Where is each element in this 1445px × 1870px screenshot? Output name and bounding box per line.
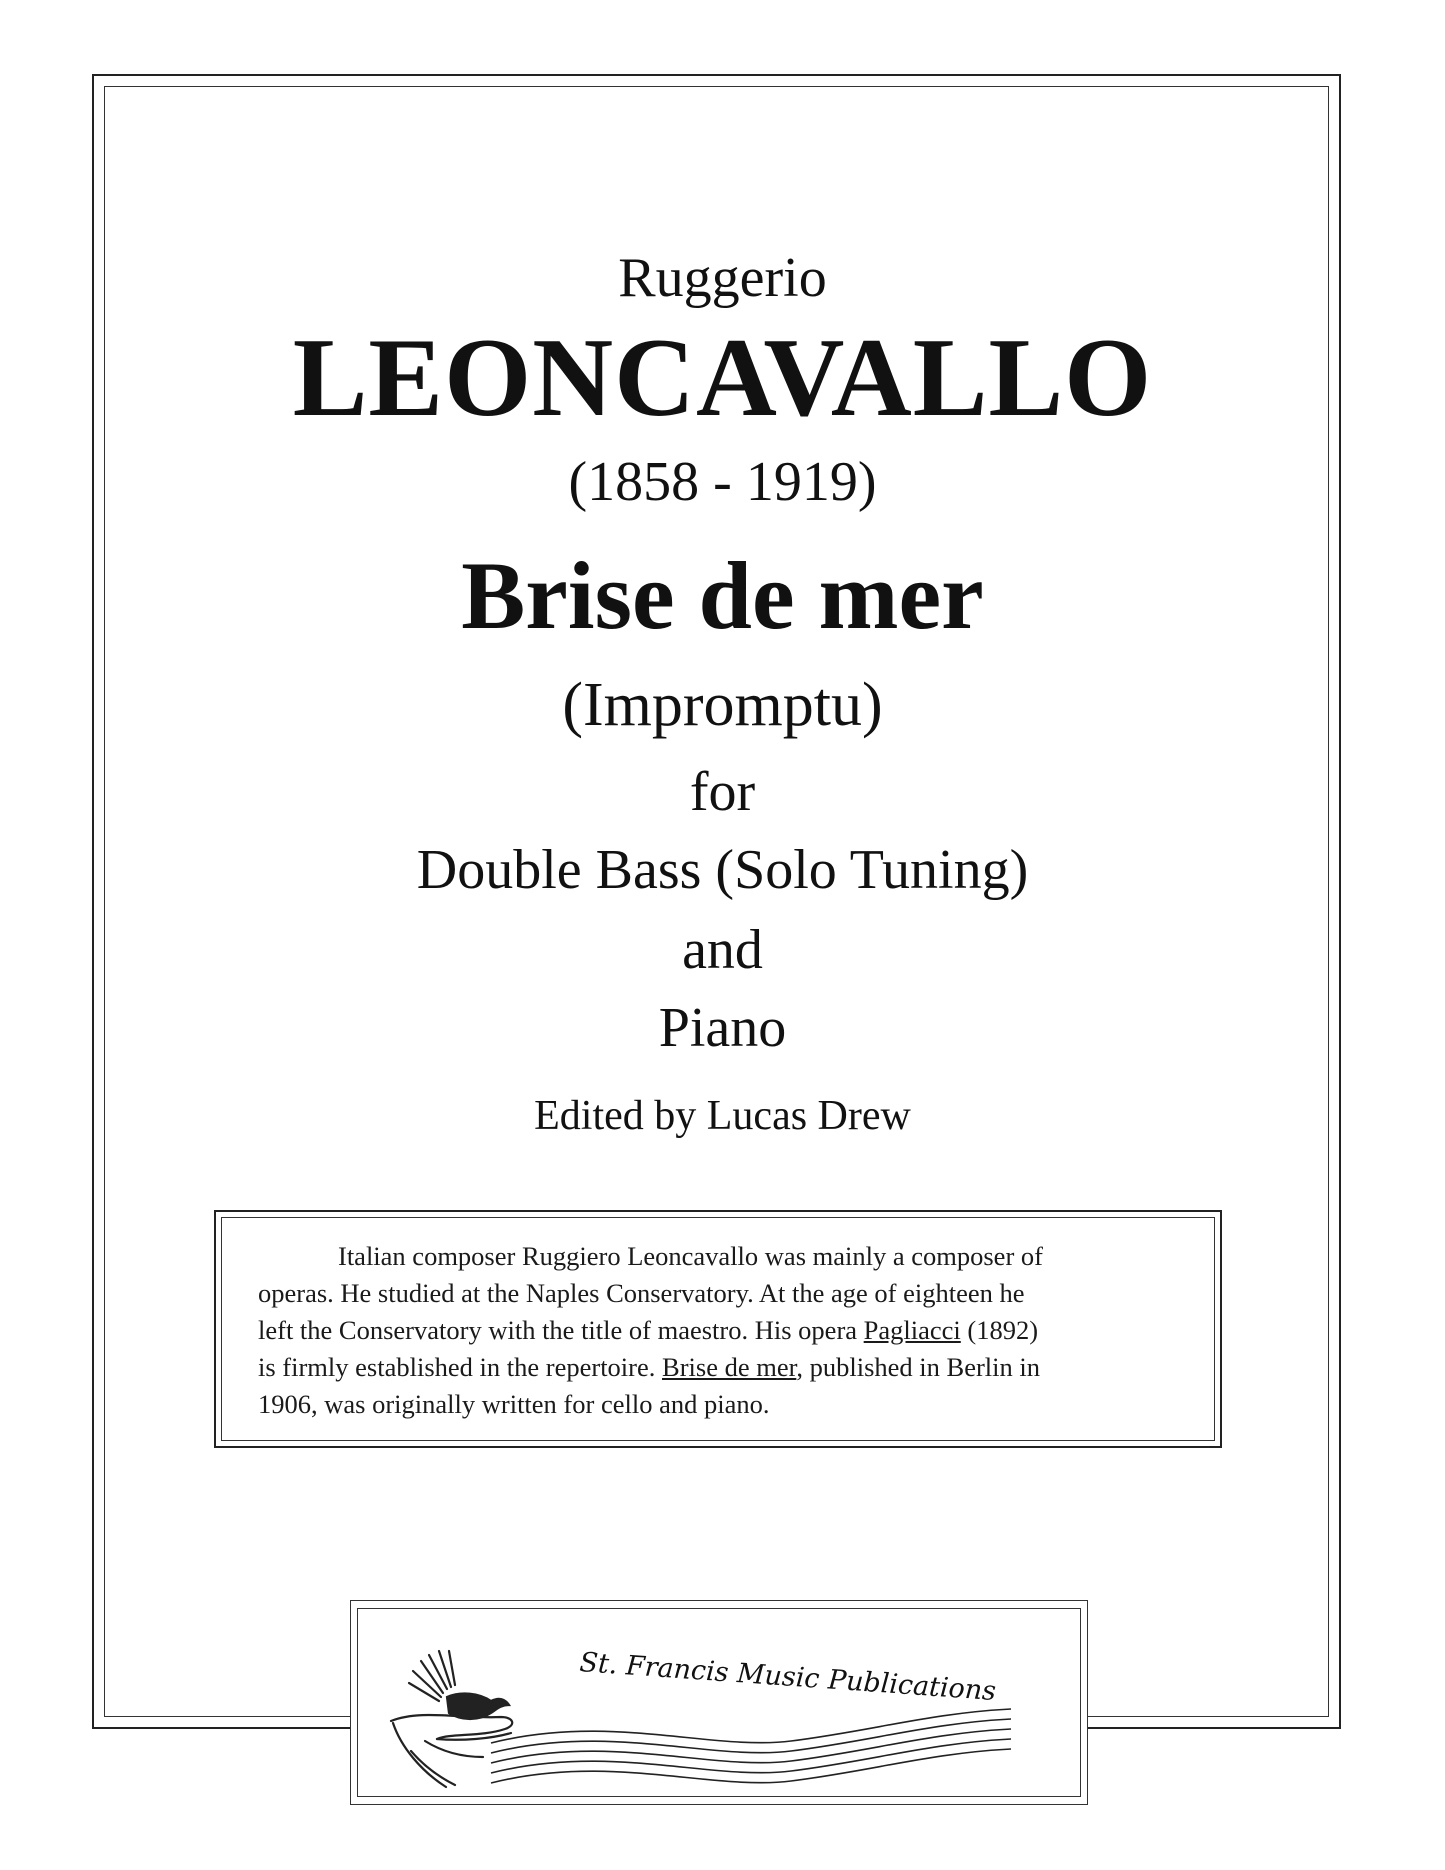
piece-subtitle: (Impromptu) — [562, 671, 883, 739]
work-title-pagliacci: Pagliacci — [863, 1315, 961, 1345]
staff-lines — [491, 1709, 1011, 1783]
bio-line: left the Conservatory with the title of maestro. His opera Pagliacci (1892) — [258, 1315, 1039, 1345]
biography-text — [258, 1238, 1178, 1423]
composer-first-name: Ruggerio — [618, 247, 827, 309]
publisher-logo — [351, 1601, 1089, 1806]
work-title-brise-de-mer: Brise de mer — [662, 1352, 797, 1382]
bio-line: 1906, was originally written for cello and piano. — [258, 1389, 770, 1419]
composer-last-name: LEONCAVALLO — [292, 316, 1153, 440]
instrument-text: Double Bass (Solo Tuning) — [416, 839, 1029, 901]
and-text: and — [682, 919, 763, 981]
publisher-logo-box — [350, 1600, 1088, 1805]
publisher-name: St. Francis Music Publications — [578, 1647, 998, 1708]
composer-dates: (1858 - 1919) — [568, 451, 877, 513]
bio-line: is firmly established in the repertoire. Brise de mer, published in Berlin in — [258, 1352, 1040, 1382]
piece-title: Brise de mer — [461, 542, 984, 649]
bio-line: Italian composer Ruggiero Leoncavallo was mainly a composer of — [338, 1241, 1043, 1271]
for-text: for — [689, 761, 756, 823]
dove-on-hand-icon — [391, 1651, 512, 1787]
accompaniment-text: Piano — [658, 997, 787, 1059]
biography-box — [214, 1210, 1222, 1448]
bio-line: operas. He studied at the Naples Conservatory. At the age of eighteen he — [258, 1278, 1025, 1308]
editor-credit: Edited by Lucas Drew — [534, 1093, 911, 1139]
